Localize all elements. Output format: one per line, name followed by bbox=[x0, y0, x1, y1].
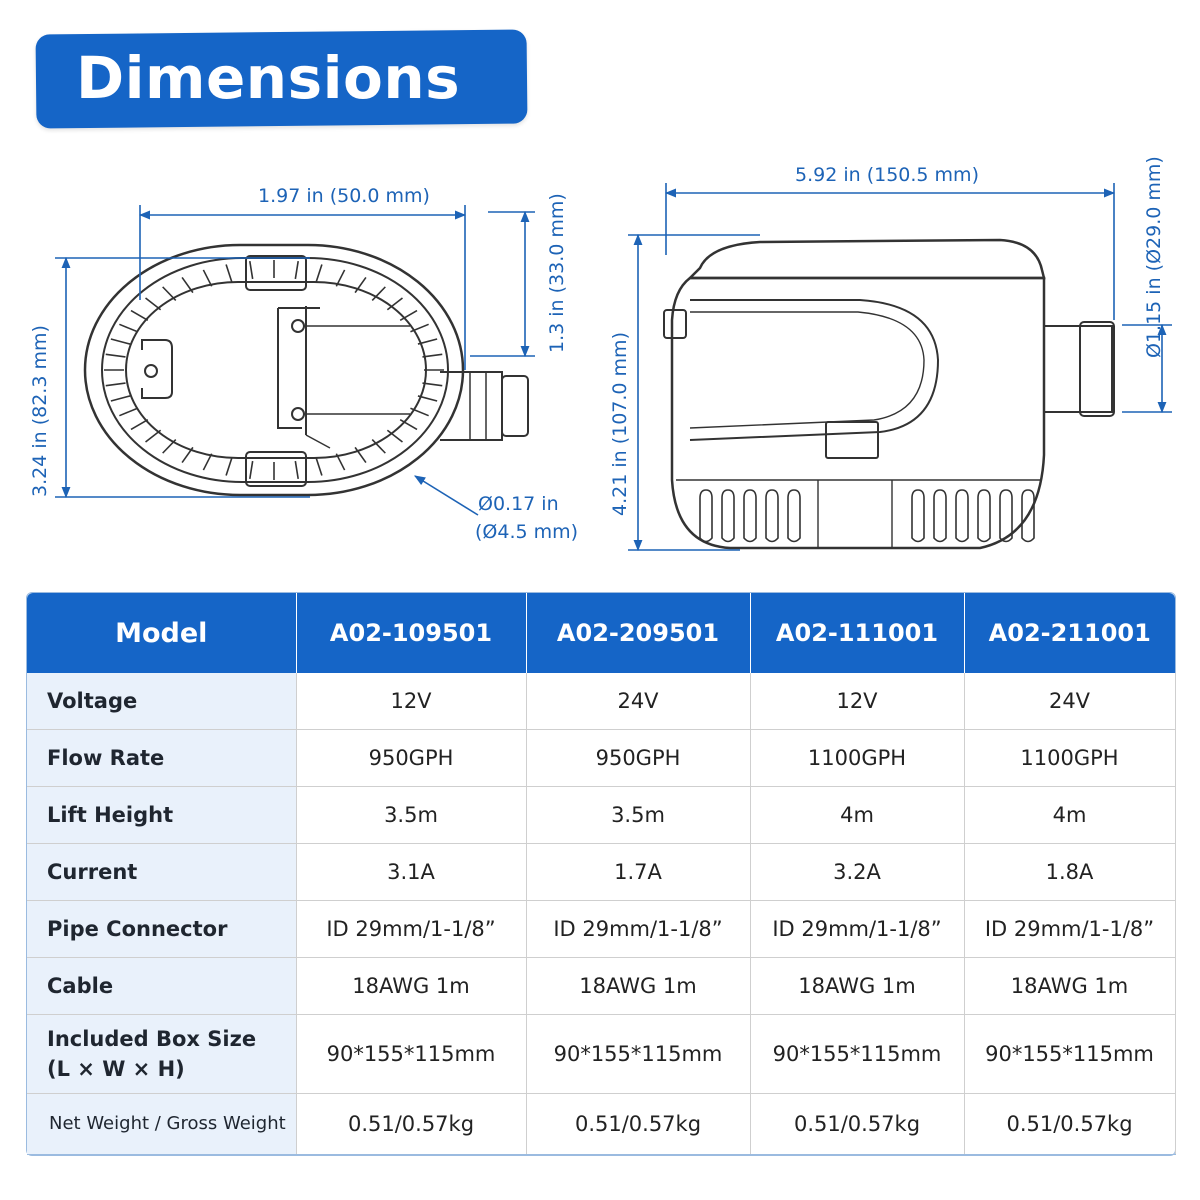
table-row-voltage bbox=[27, 673, 1175, 730]
table-cell: 18AWG 1m bbox=[526, 958, 750, 1015]
model-name: A02-111001 bbox=[750, 593, 964, 673]
table-cell: 18AWG 1m bbox=[296, 958, 526, 1015]
table-row-current bbox=[27, 844, 1175, 901]
table-cell: 950GPH bbox=[526, 730, 750, 787]
table-cell: ID 29mm/1-1/8” bbox=[964, 901, 1175, 958]
page-title: Dimensions bbox=[76, 44, 461, 112]
table-cell: ID 29mm/1-1/8” bbox=[526, 901, 750, 958]
row-label-box-size bbox=[27, 1015, 296, 1094]
table-cell: 3.5m bbox=[296, 787, 526, 844]
top-view-drawing bbox=[85, 245, 528, 495]
table-row-flow-rate bbox=[27, 730, 1175, 787]
table-cell: 90*155*115mm bbox=[750, 1015, 964, 1094]
table-header-row bbox=[27, 593, 1175, 673]
model-name: A02-211001 bbox=[964, 593, 1175, 673]
table-row-weight bbox=[27, 1094, 1175, 1155]
row-label-line2: (L × W × H) bbox=[47, 1057, 185, 1081]
table-cell: 950GPH bbox=[296, 730, 526, 787]
table-cell: ID 29mm/1-1/8” bbox=[296, 901, 526, 958]
table-cell: 0.51/0.57kg bbox=[750, 1094, 964, 1155]
table-cell: 3.1A bbox=[296, 844, 526, 901]
table-cell: 4m bbox=[964, 787, 1175, 844]
table-cell: 0.51/0.57kg bbox=[526, 1094, 750, 1155]
top-width-label: 1.97 in (50.0 mm) bbox=[258, 185, 430, 207]
model-header: Model bbox=[27, 593, 296, 673]
table-cell: 18AWG 1m bbox=[750, 958, 964, 1015]
row-label: Net Weight / Gross Weight bbox=[27, 1094, 296, 1155]
hole-diameter-in-label: Ø0.17 in bbox=[478, 493, 559, 515]
row-label: Flow Rate bbox=[27, 730, 296, 787]
table-row-box-size bbox=[27, 1015, 1175, 1094]
hole-diameter-mm-label: (Ø4.5 mm) bbox=[475, 521, 579, 543]
top-height-label: 3.24 in (82.3 mm) bbox=[29, 325, 51, 497]
table-cell: ID 29mm/1-1/8” bbox=[750, 901, 964, 958]
row-label: Lift Height bbox=[27, 787, 296, 844]
table-row-pipe-connector bbox=[27, 901, 1175, 958]
outlet-diameter-label: Ø1.15 in (Ø29.0 mm) bbox=[1143, 156, 1165, 358]
table-cell: 1100GPH bbox=[750, 730, 964, 787]
table-cell: 24V bbox=[526, 673, 750, 730]
side-height-label: 4.21 in (107.0 mm) bbox=[609, 332, 631, 516]
table-cell: 3.2A bbox=[750, 844, 964, 901]
table-cell: 90*155*115mm bbox=[964, 1015, 1175, 1094]
table-cell: 18AWG 1m bbox=[964, 958, 1175, 1015]
table-cell: 1.7A bbox=[526, 844, 750, 901]
row-label-line1: Included Box Size bbox=[47, 1027, 257, 1051]
row-label: Voltage bbox=[27, 673, 296, 730]
row-label: Cable bbox=[27, 958, 296, 1015]
side-view-drawing bbox=[664, 240, 1114, 548]
table-cell: 3.5m bbox=[526, 787, 750, 844]
table-cell: 1100GPH bbox=[964, 730, 1175, 787]
table-cell: 4m bbox=[750, 787, 964, 844]
top-outlet-offset-label: 1.3 in (33.0 mm) bbox=[546, 193, 568, 353]
side-length-label: 5.92 in (150.5 mm) bbox=[795, 164, 979, 186]
table-row-lift-height bbox=[27, 787, 1175, 844]
table-row-cable bbox=[27, 958, 1175, 1015]
dimension-drawings bbox=[0, 0, 1200, 580]
row-label: Pipe Connector bbox=[27, 901, 296, 958]
table-cell: 12V bbox=[750, 673, 964, 730]
table-cell: 1.8A bbox=[964, 844, 1175, 901]
table-cell: 24V bbox=[964, 673, 1175, 730]
model-name: A02-209501 bbox=[526, 593, 750, 673]
table-cell: 90*155*115mm bbox=[296, 1015, 526, 1094]
model-name: A02-109501 bbox=[296, 593, 526, 673]
row-label: Current bbox=[27, 844, 296, 901]
table-cell: 90*155*115mm bbox=[526, 1015, 750, 1094]
table-cell: 0.51/0.57kg bbox=[964, 1094, 1175, 1155]
spec-table bbox=[27, 593, 1176, 1155]
table-cell: 12V bbox=[296, 673, 526, 730]
table-cell: 0.51/0.57kg bbox=[296, 1094, 526, 1155]
